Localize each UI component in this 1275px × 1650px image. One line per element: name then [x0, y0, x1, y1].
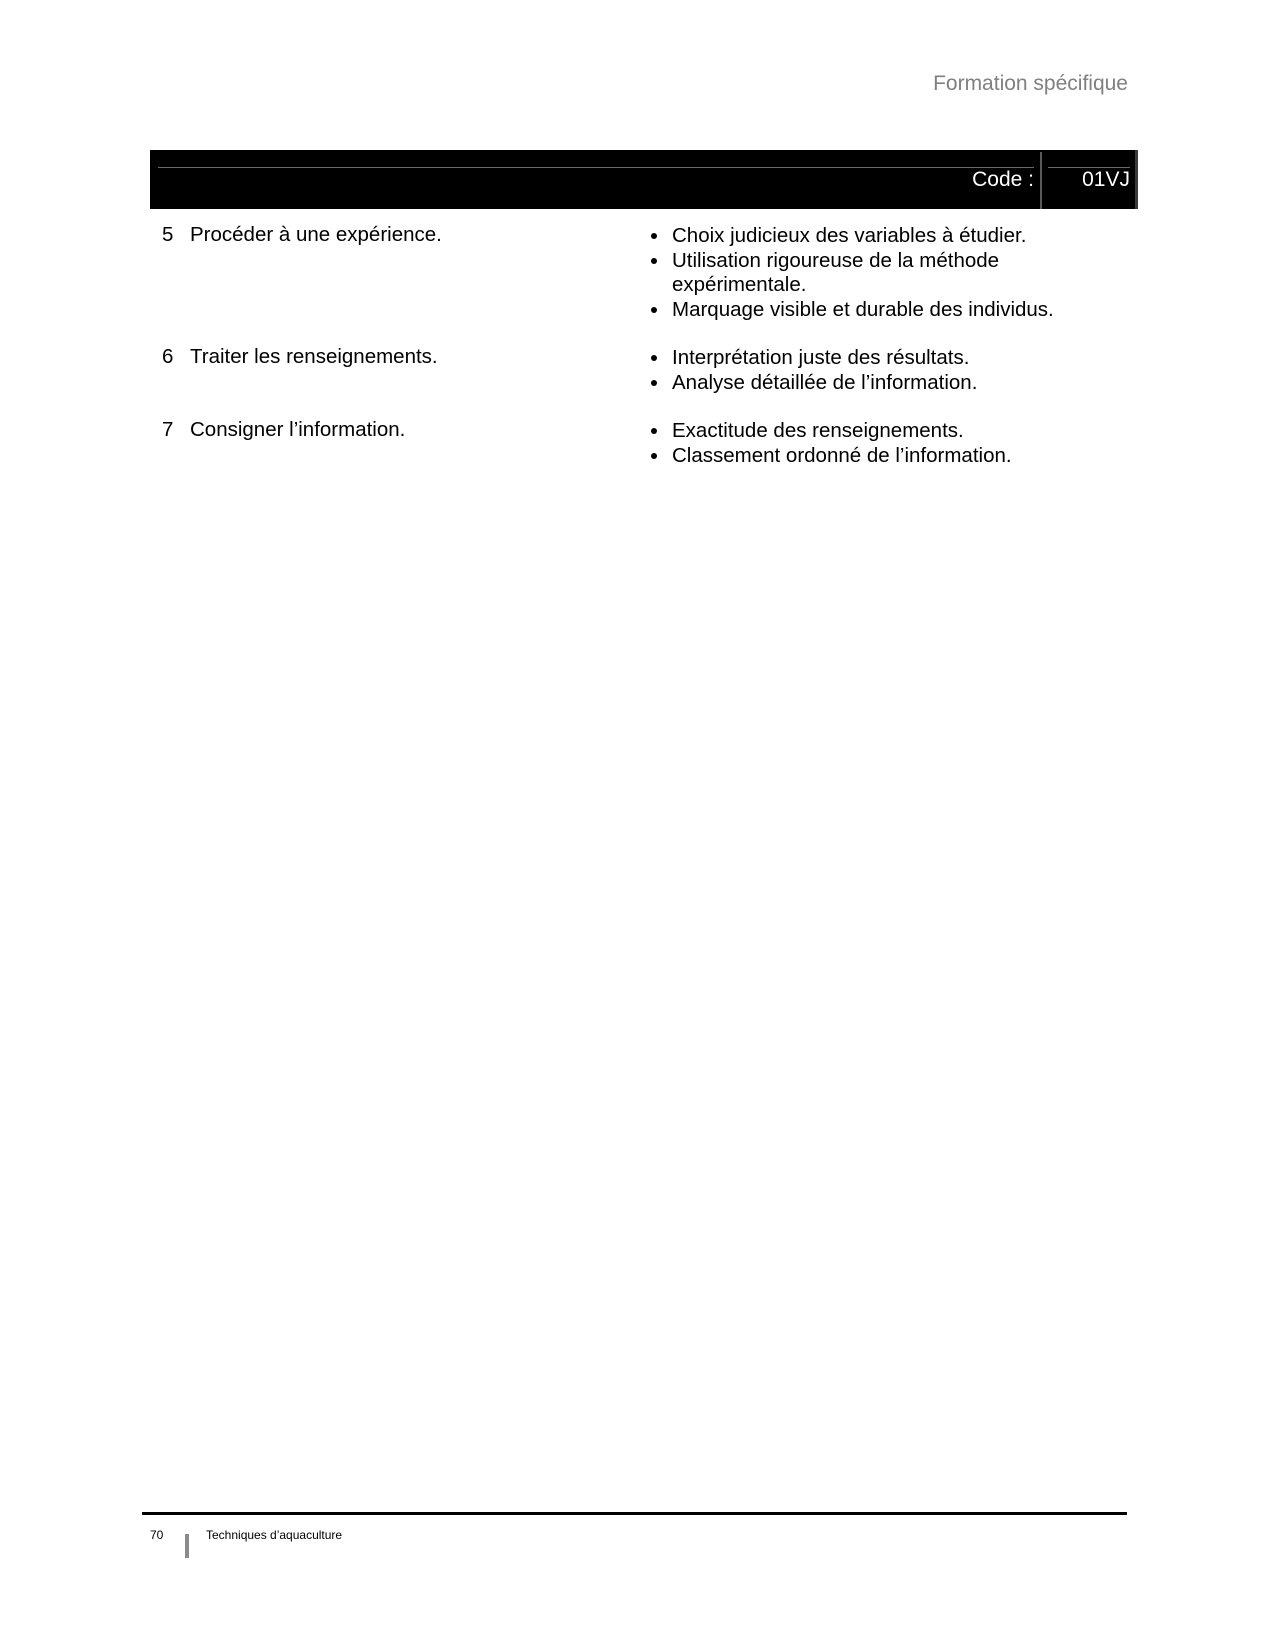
page-number: 70 [150, 1528, 164, 1542]
element-text: Procéder à une expérience. [190, 223, 442, 246]
element-cell [150, 417, 640, 468]
criteria-list [640, 346, 1130, 395]
list-item: • Analyse détaillée de l’information. [670, 371, 1130, 396]
competency-table [150, 222, 1130, 490]
code-value: 01VJ [1082, 168, 1130, 191]
element-number: 5 [162, 223, 174, 246]
criteria-cell [640, 344, 1130, 395]
element-number: 7 [162, 418, 174, 441]
footer-title: Techniques d’aquaculture [206, 1528, 343, 1542]
footer-divider [185, 1534, 189, 1558]
table-row [150, 344, 1130, 395]
criteria-list [640, 419, 1130, 468]
list-item: • Marquage visible et durable des individus. [670, 298, 1130, 323]
list-item: • Exactitude des renseignements. [670, 419, 1130, 444]
list-item: • Choix judicieux des variables à étudier. [670, 224, 1130, 249]
footer-rule [142, 1512, 1127, 1515]
code-bar-rule [158, 167, 1034, 168]
list-item: • Utilisation rigoureuse de la méthode expérimentale. [670, 249, 1130, 298]
element-number: 6 [162, 345, 174, 368]
list-item: • Interprétation juste des résultats. [670, 346, 1130, 371]
code-bar-separator [1040, 152, 1042, 209]
criteria-list [640, 224, 1130, 322]
code-label: Code : [972, 168, 1034, 191]
table-row [150, 222, 1130, 322]
element-text: Consigner l’information. [190, 418, 406, 441]
table-row [150, 417, 1130, 468]
element-cell [150, 344, 640, 395]
element-cell [150, 222, 640, 322]
code-bar [150, 150, 1138, 209]
criteria-cell [640, 417, 1130, 468]
list-item: • Classement ordonné de l’information. [670, 444, 1130, 469]
code-bar-edge [1135, 150, 1138, 209]
element-text: Traiter les renseignements. [190, 345, 438, 368]
running-header: Formation spécifique [933, 72, 1128, 95]
criteria-cell [640, 222, 1130, 322]
